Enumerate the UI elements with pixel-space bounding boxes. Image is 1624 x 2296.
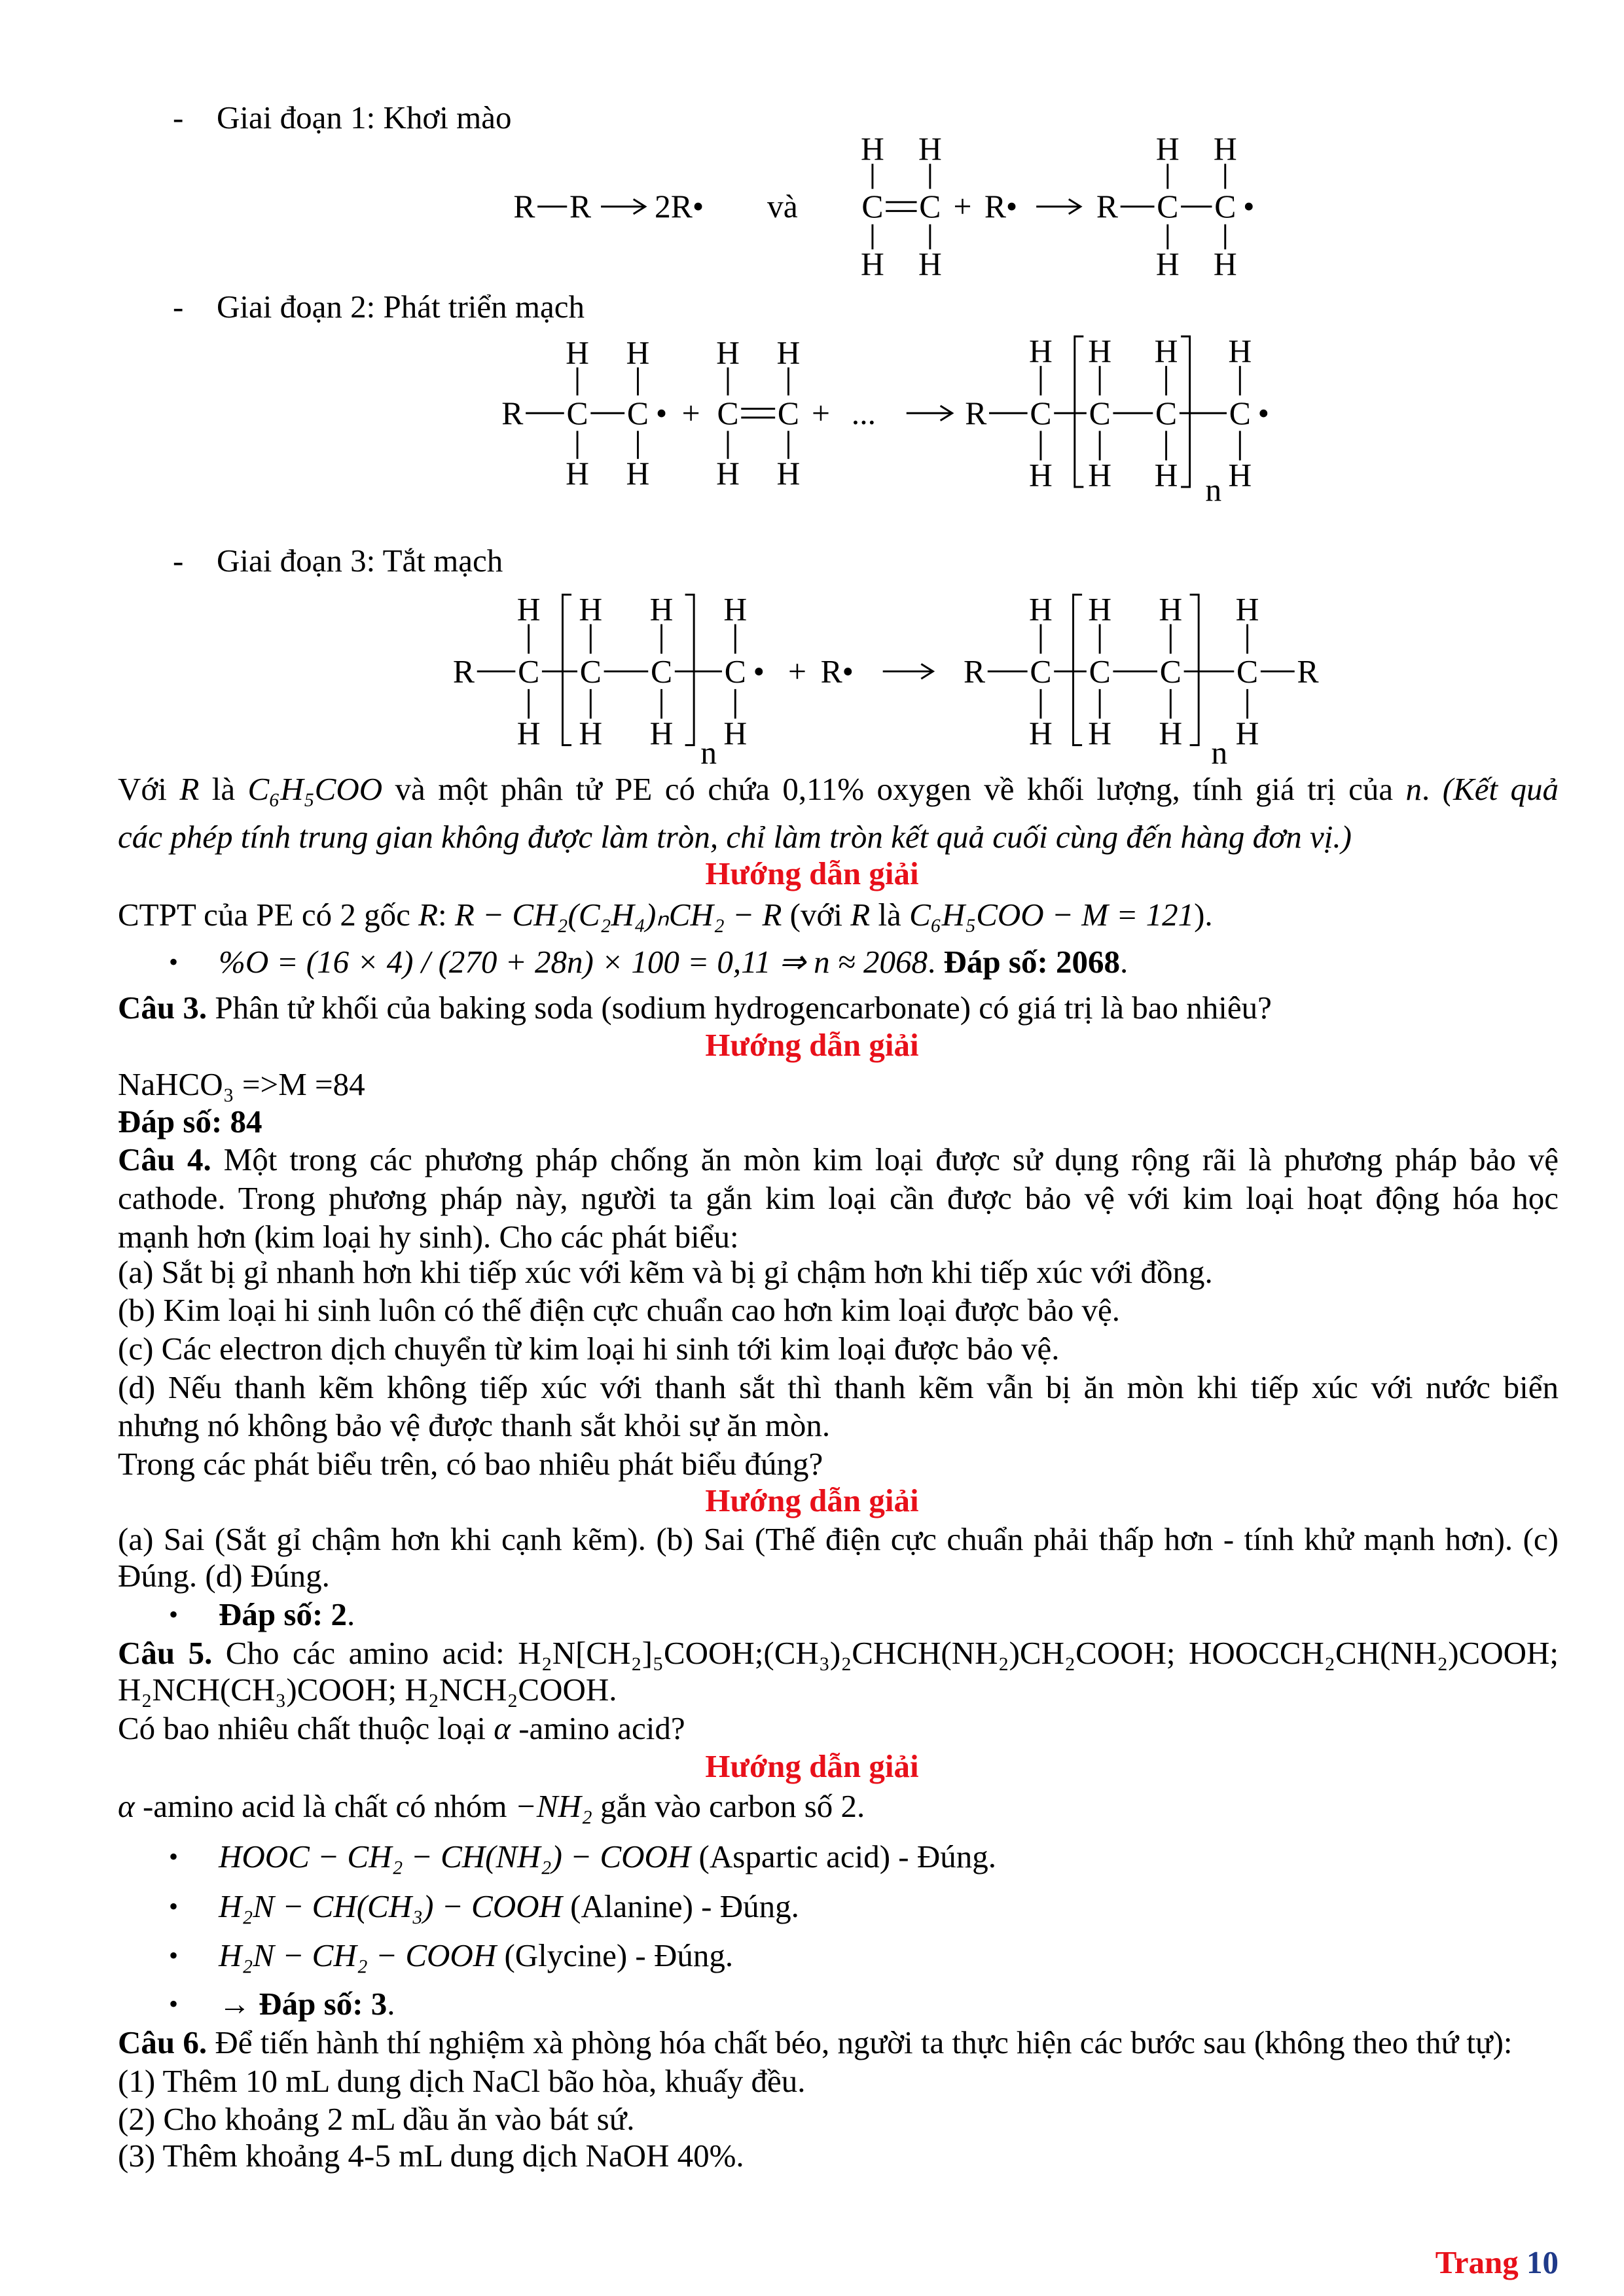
text: là	[870, 897, 910, 933]
q5-item	[219, 1838, 1559, 1876]
stage-3-heading: Giai đoạn 3: Tắt mạch	[217, 543, 503, 579]
formula: R	[850, 897, 871, 933]
formula: H₂N − CH₂ − COOH	[219, 1937, 497, 1973]
q3-statement	[118, 989, 1559, 1027]
q4-option-d-line1: (d) Nếu thanh kẽm không tiếp xúc với thanh sắt thì thanh kẽm vẫn bị ăn mòn khi tiếp xúc với nước biển	[118, 1369, 1559, 1405]
q6-statement	[118, 2024, 1559, 2062]
atom-label: H	[1228, 333, 1252, 370]
q6-step-1: (1) Thêm 10 mL dung dịch NaCl bão hòa, khuấy đều.	[118, 2063, 806, 2099]
page-number	[1435, 2244, 1559, 2282]
solution-heading: Hướng dẫn giải	[705, 1482, 919, 1518]
radical-dot: •	[655, 395, 668, 431]
radical: R•	[820, 653, 854, 690]
q5-item	[219, 1937, 1559, 1975]
text: (với	[782, 897, 851, 933]
ellipsis: ...	[851, 395, 876, 431]
radical: R•	[984, 188, 1018, 225]
text: là	[199, 771, 248, 807]
q5-question	[118, 1710, 1559, 1748]
text: và một phân tử PE có chứa 0,11% oxygen về khối lượng, tính giá trị của	[382, 771, 1406, 807]
atom-label: H	[1155, 246, 1180, 283]
connector-word: và	[767, 188, 798, 225]
stage-dash: -	[173, 289, 184, 325]
atom-label: H	[1029, 457, 1053, 493]
carbon-atom: C	[1030, 653, 1052, 690]
atom-label: H	[1235, 591, 1259, 628]
text: .	[1422, 771, 1443, 807]
answer: Đáp số: 3	[259, 1986, 388, 2022]
plus-sign: +	[953, 188, 972, 225]
atom-label: H	[1213, 246, 1237, 283]
atom-label: H	[1155, 131, 1180, 168]
q4-option-c: (c) Các electron dịch chuyển từ kim loại hi sinh tới kim loại được bảo vệ.	[118, 1331, 1060, 1367]
q5-statement-line2: H₂NCH(CH₃)COOH; H₂NCH₂COOH.	[118, 1672, 617, 1708]
text: .	[387, 1986, 395, 2022]
text: Để tiến hành thí nghiệm xà phòng hóa chất béo, người ta thực hiện các bước sau (không theo thứ tự):	[207, 2024, 1513, 2060]
plus-sign: +	[787, 653, 806, 690]
q6-step-2: (2) Cho khoảng 2 mL dầu ăn vào bát sứ.	[118, 2101, 635, 2137]
subscript-n: n	[700, 734, 717, 771]
text: (Aspartic acid) - Đúng.	[691, 1839, 996, 1874]
carbon-atom: C	[1089, 395, 1111, 431]
carbon-atom: C	[651, 653, 673, 690]
subscript-n: n	[1205, 471, 1222, 508]
question-label: Câu 6.	[118, 2024, 208, 2060]
atom-label: R	[965, 395, 987, 431]
atom-label: H	[516, 715, 541, 751]
page-num: 10	[1526, 2244, 1559, 2280]
bracket-left	[1074, 595, 1083, 745]
atom-label: H	[776, 456, 801, 492]
atom-label: R	[1096, 188, 1118, 225]
atom-label: R	[501, 395, 524, 431]
formula: n	[1405, 771, 1422, 807]
radical-dot: •	[1243, 188, 1255, 225]
atom-label: H	[1088, 715, 1112, 751]
carbon-atom: C	[1229, 395, 1251, 431]
question-label: Câu 3.	[118, 990, 208, 1026]
question-label: Câu 5.	[118, 1635, 213, 1671]
q4-solution-line1: (a) Sai (Sắt gỉ chậm hơn khi cạnh kẽm). (b) Sai (Thế điện cực chuẩn phải thấp hơn - tính khử mạnh hơn). (c)	[118, 1521, 1559, 1557]
text: Một trong các phương pháp chống ăn mòn kim loại được sử dụng rộng rãi là phương pháp bảo vệ	[211, 1141, 1559, 1177]
carbon-atom: C	[777, 395, 799, 431]
text: :	[438, 897, 455, 933]
q2-statement-line1	[118, 770, 1559, 808]
atom-label: R	[1297, 653, 1319, 690]
carbon-atom: C	[1089, 653, 1111, 690]
formula: α	[118, 1788, 135, 1824]
q3-solution: NaHCO₃ =>M =84	[118, 1066, 365, 1102]
carbon-atom: C	[518, 653, 540, 690]
note: (Kết quả	[1442, 771, 1559, 807]
radical: 2R•	[654, 188, 704, 225]
solution-heading: Hướng dẫn giải	[705, 1748, 919, 1784]
atom-label: H	[1154, 333, 1178, 370]
atom-label: H	[649, 715, 674, 751]
carbon-atom: C	[1155, 395, 1178, 431]
carbon-atom: C	[1159, 653, 1182, 690]
carbon-atom: C	[1157, 188, 1179, 225]
bullet: •	[169, 1842, 179, 1871]
formula: C₆H₅COO	[247, 771, 383, 807]
carbon-atom: C	[717, 395, 739, 431]
bullet: •	[169, 1892, 179, 1921]
q2-solution-line1	[118, 896, 1559, 934]
text: Có bao nhiêu chất thuộc loại	[118, 1710, 494, 1746]
q4-question: Trong các phát biểu trên, có bao nhiêu phát biểu đúng?	[118, 1446, 823, 1482]
atom-label: H	[918, 131, 942, 168]
atom-label: H	[1213, 131, 1237, 168]
carbon-atom: C	[919, 188, 941, 225]
q5-item	[219, 1888, 1559, 1926]
atom-label: H	[1088, 333, 1112, 370]
answer: Đáp số: 2068	[943, 944, 1121, 980]
bracket-right	[685, 595, 695, 745]
carbon-atom: C	[579, 653, 602, 690]
formula: R − CH₂(C₂H₄)ₙCH₂ − R	[454, 897, 782, 933]
stage-2-heading: Giai đoạn 2: Phát triển mạch	[217, 289, 585, 325]
text: .	[1120, 944, 1128, 980]
atom-label: R	[452, 653, 475, 690]
carbon-atom: C	[566, 395, 588, 431]
atom-label: H	[1159, 591, 1183, 628]
text: Phân tử khối của baking soda (sodium hydrogencarbonate) có giá trị là bao nhiêu?	[207, 990, 1272, 1026]
text: .	[347, 1596, 355, 1632]
bracket-right	[1190, 595, 1199, 745]
formula: %O = (16 × 4) / (270 + 28n) × 100 = 0,11 ⇒ n ≈ 2068	[219, 944, 928, 980]
carbon-atom: C	[1030, 395, 1052, 431]
formula: C₆H₅COO − M = 121	[909, 897, 1195, 933]
plus-sign: +	[681, 395, 700, 431]
atom-label: H	[1088, 457, 1112, 493]
question-label: Câu 4.	[118, 1141, 211, 1177]
carbon-atom: C	[1214, 188, 1236, 225]
bullet: •	[169, 1600, 179, 1629]
formula: H₂N − CH(CH₃) − COOH	[219, 1888, 562, 1924]
q4-option-d-line2: nhưng nó không bảo vệ được thanh sắt khỏi sự ăn mòn.	[118, 1407, 831, 1443]
q4-statement-line1	[118, 1141, 1559, 1179]
bullet: •	[169, 947, 179, 977]
text: Với	[118, 771, 180, 807]
bracket-left	[1075, 336, 1084, 487]
atom-label: H	[579, 591, 603, 628]
formula: R	[418, 897, 439, 933]
stage-1-heading: Giai đoạn 1: Khơi mào	[217, 99, 512, 135]
text: .	[927, 944, 944, 980]
q4-statement-line3: mạnh hơn (kim loại hy sinh). Cho các phát biểu:	[118, 1219, 739, 1255]
atom-label: H	[516, 591, 541, 628]
q3-answer: Đáp số: 84	[118, 1103, 262, 1139]
solution-heading: Hướng dẫn giải	[705, 855, 919, 891]
atom-label: H	[1159, 715, 1183, 751]
q5-solution-intro	[118, 1787, 1559, 1825]
solution-heading: Hướng dẫn giải	[705, 1027, 919, 1063]
atom-label: H	[579, 715, 603, 751]
q6-step-3: (3) Thêm khoảng 4-5 mL dung dịch NaOH 40%.	[118, 2138, 744, 2174]
formula: R	[179, 771, 200, 807]
formula: −NH₂	[514, 1788, 592, 1824]
atom-label: H	[1154, 457, 1178, 493]
q4-option-b: (b) Kim loại hi sinh luôn có thế điện cực chuẩn cao hơn kim loại được bảo vệ.	[118, 1292, 1120, 1328]
q4-solution-line2: Đúng. (d) Đúng.	[118, 1558, 330, 1594]
subscript-n: n	[1211, 734, 1228, 771]
text: Cho các amino acid: H₂N[CH₂]₅COOH;(CH₃)₂CHCH(NH₂)CH₂COOH; HOOCCH₂CH(NH₂)COOH;	[212, 1635, 1559, 1671]
atom-label: H	[861, 131, 884, 168]
atom-label: H	[861, 246, 884, 283]
text: (Glycine) - Đúng.	[496, 1937, 734, 1973]
q2-statement-line2: các phép tính trung gian không được làm tròn, chỉ làm tròn kết quả cuối cùng đến hàng đơn vị.)	[118, 819, 1352, 855]
q5-answer	[219, 1985, 1559, 2023]
atom-label: H	[716, 334, 740, 371]
carbon-atom: C	[626, 395, 649, 431]
answer: Đáp số: 2	[219, 1596, 348, 1632]
atom-label: H	[649, 591, 674, 628]
atom-label: H	[1029, 591, 1053, 628]
bracket-left	[562, 595, 571, 745]
text: gắn vào carbon số 2.	[592, 1788, 865, 1824]
bracket-right	[1181, 336, 1190, 487]
atom-label: H	[1029, 715, 1053, 751]
atom-label: H	[566, 334, 589, 371]
q5-statement-line1	[118, 1634, 1559, 1672]
atom-label: H	[1235, 715, 1259, 751]
carbon-atom: C	[724, 653, 746, 690]
carbon-atom: C	[861, 188, 884, 225]
atom-label: H	[716, 456, 740, 492]
q2-solution-line2	[219, 943, 1559, 981]
atom-label: R	[569, 188, 592, 225]
text: -amino acid?	[510, 1710, 685, 1746]
bullet: •	[169, 1941, 179, 1970]
q4-answer	[219, 1596, 1559, 1634]
atom-label: H	[1029, 333, 1053, 370]
q4-option-a: (a) Sắt bị gỉ nhanh hơn khi tiếp xúc với kẽm và bị gỉ chậm hơn khi tiếp xúc với đồng.	[118, 1254, 1213, 1290]
stage-dash: -	[173, 99, 184, 135]
text: ).	[1194, 897, 1213, 933]
formula: α	[494, 1710, 511, 1746]
text: CTPT của PE có 2 gốc	[118, 897, 419, 933]
atom-label: H	[1088, 591, 1112, 628]
text: (Alanine) - Đúng.	[562, 1888, 799, 1924]
atom-label: H	[776, 334, 801, 371]
stage-dash: -	[173, 543, 184, 579]
atom-label: H	[626, 456, 650, 492]
atom-label: H	[723, 591, 748, 628]
carbon-atom: C	[1236, 653, 1259, 690]
atom-label: H	[566, 456, 589, 492]
atom-label: H	[723, 715, 748, 751]
page-label: Trang	[1435, 2244, 1526, 2280]
radical-dot: •	[1257, 395, 1270, 431]
atom-label: R	[513, 188, 535, 225]
arrow-icon: →	[219, 1986, 259, 2022]
bullet: •	[169, 1989, 179, 2018]
formula: HOOC − CH₂ − CH(NH₂) − COOH	[219, 1839, 691, 1874]
q4-statement-line2: cathode. Trong phương pháp này, người ta gắn kim loại cần được bảo vệ với kim loại hoạt động hóa học	[118, 1180, 1559, 1216]
atom-label: H	[918, 246, 942, 283]
atom-label: H	[626, 334, 650, 371]
plus-sign: +	[812, 395, 831, 431]
text: -amino acid là chất có nhóm	[134, 1788, 515, 1824]
radical-dot: •	[753, 653, 765, 690]
atom-label: R	[963, 653, 986, 690]
atom-label: H	[1228, 457, 1252, 493]
